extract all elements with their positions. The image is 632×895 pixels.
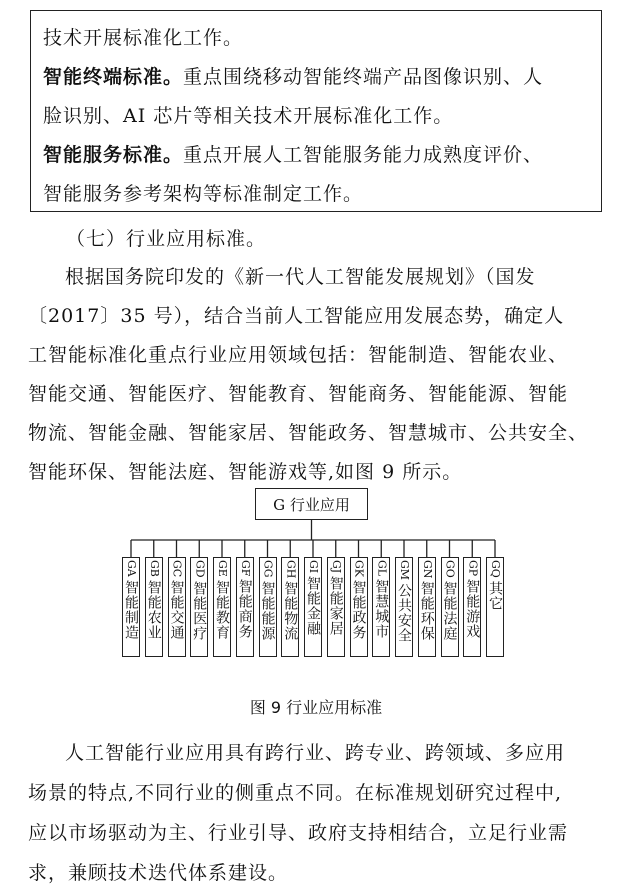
paragraph-line: 工智能标准化重点行业应用领域包括：智能制造、智能农业、 xyxy=(28,344,569,366)
section-heading: （七）行业应用标准。 xyxy=(66,228,267,250)
leaf-name: 智能法庭 xyxy=(441,580,458,641)
leaf-code: GL xyxy=(375,560,389,577)
leaf-code: GP xyxy=(466,560,480,577)
leaf-name: 智能教育 xyxy=(214,579,230,640)
leaf-code: GI xyxy=(307,560,320,574)
leaf-code: GO xyxy=(443,560,457,578)
diagram-leaf xyxy=(122,557,140,657)
diagram-leaf xyxy=(236,557,254,657)
leaf-code: GB xyxy=(147,560,161,577)
leaf-code: GH xyxy=(284,560,298,579)
diagram-leaf xyxy=(372,557,390,657)
diagram-leaf xyxy=(145,557,163,657)
box-line-text: 脸识别、AI 芯片等相关技术开展标准化工作。 xyxy=(43,105,454,127)
box-line xyxy=(43,58,589,97)
leaf-code: GK xyxy=(352,560,366,578)
diagram-leaf xyxy=(213,557,231,657)
leaf-code: GD xyxy=(193,560,207,578)
diagram-leaf xyxy=(486,557,504,657)
box-line xyxy=(43,175,589,214)
box-line xyxy=(43,136,589,175)
box-line-bold: 智能终端标准。 xyxy=(43,66,184,88)
leaf-name: 其它 xyxy=(487,580,503,611)
box-line-text: 智能服务参考架构等标准制定工作。 xyxy=(43,183,364,205)
leaf-name: 智能制造 xyxy=(123,579,139,640)
diagram-leaf xyxy=(259,557,277,657)
box-line-bold: 智能服务标准。 xyxy=(43,144,184,166)
box-line-text: 重点开展人工智能服务能力成熟度评价、 xyxy=(183,144,544,166)
leaf-name: 智能游戏 xyxy=(464,579,481,640)
leaf-name: 智能家居 xyxy=(327,576,344,637)
leaf-name: 智能农业 xyxy=(145,579,162,640)
box-line xyxy=(43,97,589,136)
box-line xyxy=(43,19,589,58)
diagram-leaf xyxy=(304,557,322,657)
paragraph-line: 物流、智能金融、智能家居、智能政务、智慧城市、公共安全、 xyxy=(28,422,589,444)
box-line-text: 技术开展标准化工作。 xyxy=(43,27,244,49)
leaf-name: 智能医疗 xyxy=(191,580,208,641)
diagram-leaf xyxy=(395,557,413,657)
leaf-name: 智慧城市 xyxy=(373,579,390,640)
diagram-root: G 行业应用 xyxy=(255,488,368,520)
standards-box xyxy=(30,10,602,212)
leaf-code: GQ xyxy=(489,560,502,578)
paragraph-2 xyxy=(28,733,618,893)
diagram-leaf xyxy=(350,557,368,657)
leaf-code: GN xyxy=(420,560,434,579)
leaf-code: GM xyxy=(398,560,411,581)
leaf-code: GJ xyxy=(329,560,343,574)
leaf-name: 智能政务 xyxy=(350,580,367,641)
diagram-leaf xyxy=(281,557,299,657)
paragraph-line: 求，兼顾技术迭代体系建设。 xyxy=(28,862,289,884)
leaf-name: 智能交通 xyxy=(168,580,185,641)
leaf-code: GA xyxy=(125,560,138,577)
paragraph-line: 应以市场驱动为主、行业引导、政府支持相结合，立足行业需 xyxy=(28,822,569,844)
diagram-leaf xyxy=(168,557,186,657)
leaf-name: 智能环保 xyxy=(418,581,435,642)
diagram-leaf xyxy=(327,557,345,657)
leaf-code: GF xyxy=(238,560,252,577)
paragraph-1 xyxy=(28,258,618,492)
leaf-name: 公共安全 xyxy=(396,583,412,644)
leaf-name: 智能能源 xyxy=(259,580,276,641)
box-line-text: 重点围绕移动智能终端产品图像识别、人 xyxy=(183,66,544,88)
diagram-leaf xyxy=(418,557,436,657)
leaf-name: 智能金融 xyxy=(305,576,321,637)
leaf-code: GE xyxy=(216,560,229,577)
leaf-name: 智能物流 xyxy=(282,581,299,642)
leaf-code: GG xyxy=(261,560,275,578)
leaf-name: 智能商务 xyxy=(236,579,253,640)
paragraph-line: 根据国务院印发的《新一代人工智能发展规划》（国发 xyxy=(65,266,536,288)
leaf-code: GC xyxy=(170,560,184,578)
paragraph-line: 人工智能行业应用具有跨行业、跨专业、跨领域、多应用 xyxy=(65,742,566,764)
diagram-leaf xyxy=(463,557,481,657)
figure-caption: 图 9 行业应用标准 xyxy=(249,698,383,717)
diagram-leaf xyxy=(441,557,459,657)
paragraph-line: 智能环保、智能法庭、智能游戏等,如图 9 所示。 xyxy=(28,461,463,483)
paragraph-line: 〔2017〕35 号），结合当前人工智能应用发展态势，确定人 xyxy=(28,305,565,327)
paragraph-line: 场景的特点,不同行业的侧重点不同。在标准规划研究过程中, xyxy=(28,782,563,804)
paragraph-line: 智能交通、智能医疗、智能教育、智能商务、智能能源、智能 xyxy=(28,383,569,405)
diagram-leaf xyxy=(190,557,208,657)
